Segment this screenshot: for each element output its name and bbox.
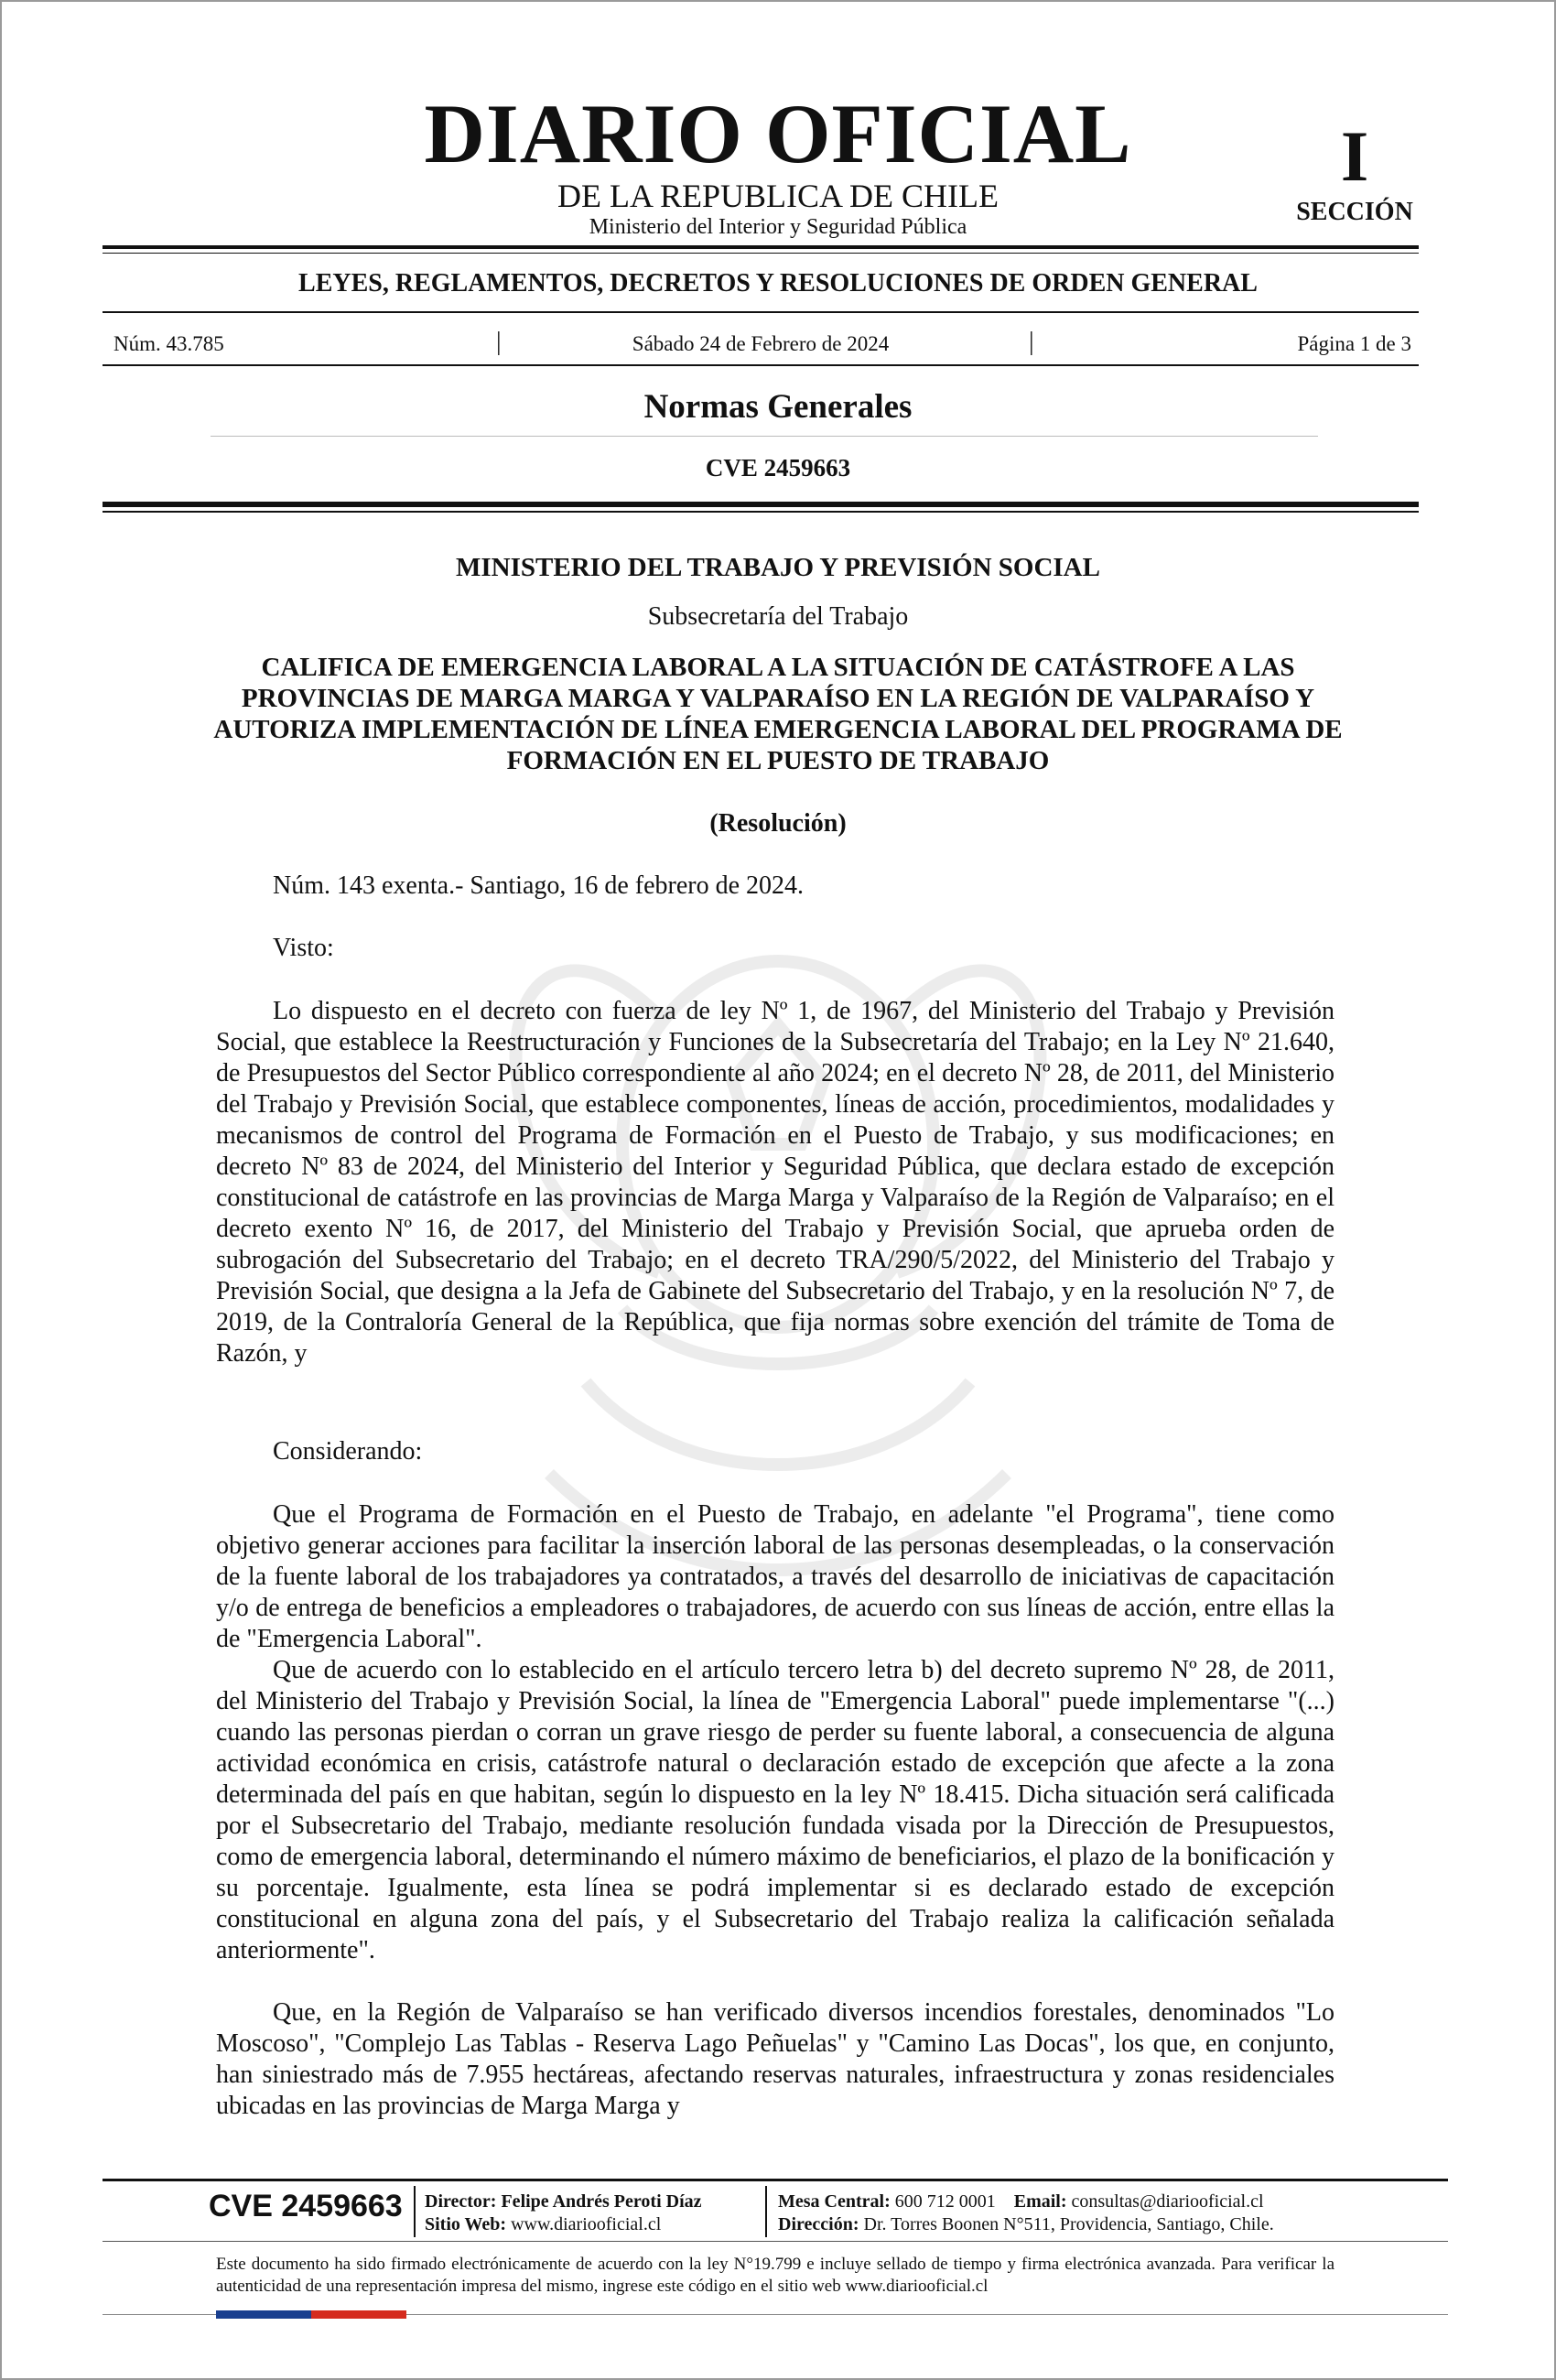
rule-top-thin <box>103 253 1419 254</box>
footer-director-label: Director: <box>425 2191 497 2212</box>
resolution-type-label: (Resolución) <box>709 809 847 838</box>
footer-email-link[interactable]: consultas@diariooficial.cl <box>1071 2191 1264 2212</box>
document-subsecretaria: Subsecretaría del Trabajo <box>647 602 909 631</box>
issue-date: Sábado 24 de Febrero de 2024 <box>632 332 890 355</box>
rule-thick <box>103 502 1419 507</box>
rule-section <box>211 436 1318 437</box>
issue-separator: | <box>1029 328 1034 356</box>
flag-bar-red <box>311 2310 406 2319</box>
footer-contact-block <box>778 2191 1274 2236</box>
document-ministry: MINISTERIO DEL TRABAJO Y PREVISIÓN SOCIAL <box>456 553 1100 582</box>
footer-cve-code: CVE 2459663 <box>209 2189 403 2223</box>
rule-category <box>103 311 1419 313</box>
considerando-paragraph-2: Que de acuerdo con lo establecido en el artículo tercero letra b) del decreto supremo Nº 28, de 2011, del Ministerio del Trabajo y Previsión Social, la línea de "Emergencia Laboral" puede implementarse "(...) cuando las personas pierdan o corran un grave riesgo de perder su fuente laboral, a consecuencia de alguna actividad económica en crisis, catástrofe natural o declaración estado de excepción que afecte a la zona determinada del país en que habitan, según lo dispuesto en la ley Nº 18.415. Dicha situación será calificada por el Subsecretario del Trabajo, mediante resolución fundada visada por la Dirección de Presupuestos, como de emergencia laboral, determinando el número máximo de beneficiarios, el plazo de la bonificación y su porcentaje. Igualmente, esta línea se podrá implementar si es declarado estado de excepción constitucional en alguna zona del país, y el Subsecretario del Trabajo realiza la calificación señalada anteriormente". <box>216 1656 1334 1964</box>
section-number: I <box>1340 116 1369 196</box>
considerando-paragraph-1: Que el Programa de Formación en el Puesto de Trabajo, en adelante "el Programa", tiene como objetivo generar acciones para facilitar la inserción laboral de las personas desempleadas, o la conservación de la fuente laboral de los trabajadores ya contratados, a través del desarrollo de iniciativas de capacitación y/o de entrega de beneficios a empleadores o trabajadores, de acuerdo con sus líneas de acción, entre ellas la de "Emergencia Laboral". <box>216 1500 1334 1653</box>
footer-email-label: Email: <box>1013 2191 1067 2212</box>
footer-director-block <box>425 2191 702 2236</box>
section-title: Normas Generales <box>643 388 913 426</box>
resolution-title: CALIFICA DE EMERGENCIA LABORAL A LA SITUACIÓN DE CATÁSTROFE A LAS PROVINCIAS DE MARGA MARGA Y VALPARAÍSO EN LA REGIÓN DE VALPARAÍSO Y AUTORIZA IMPLEMENTACIÓN DE LÍNEA EMERGENCIA LABORAL DEL PROGRAMA DE FORMACIÓN EN EL PUESTO DE TRABAJO <box>213 653 1343 775</box>
footer-divider <box>414 2186 416 2237</box>
footer-web-link[interactable]: www.diariooficial.cl <box>511 2214 662 2234</box>
footer-address-value: Dr. Torres Boonen N°511, Providencia, Santiago, Chile. <box>863 2214 1274 2234</box>
visto-label: Visto: <box>273 934 334 962</box>
footer-mesa-value: 600 712 0001 <box>894 2191 996 2212</box>
footer-divider <box>765 2186 767 2237</box>
rule-footer <box>103 2179 1448 2181</box>
masthead-ministry: Ministerio del Interior y Seguridad Pública <box>589 215 967 239</box>
footer-web-label: Sitio Web: <box>425 2214 507 2234</box>
footer-signature-note: Este documento ha sido firmado electrónicamente de acuerdo con la ley N°19.799 e incluye sellado de tiempo y firma electrónica avanzada. Para verificar la autenticidad de una representación impresa del mismo, ingrese este código en el sitio web www.diariooficial.cl <box>216 2255 1334 2296</box>
category-heading: LEYES, REGLAMENTOS, DECRETOS Y RESOLUCIONES DE ORDEN GENERAL <box>298 269 1258 298</box>
issue-page: Página 1 de 3 <box>1297 332 1411 355</box>
section-label: SECCIÓN <box>1296 198 1413 226</box>
footer-mesa-label: Mesa Central: <box>778 2191 891 2212</box>
visto-paragraph: Lo dispuesto en el decreto con fuerza de ley Nº 1, de 1967, del Ministerio del Trabajo y Previsión Social, que establece la Reestructuración y Funciones de la Subsecretaría del Trabajo; en la Ley Nº 21.640, de Presupuestos del Sector Público correspondiente al año 2024; en el decreto Nº 28, de 2011, del Ministerio del Trabajo y Previsión Social, que establece componentes, líneas de acción, procedimientos, modalidades y mecanismos de control del Programa de Formación en el Puesto de Trabajo, y sus modificaciones; en decreto Nº 83 de 2024, del Ministerio del Interior y Seguridad Pública, que declara estado de excepción constitucional de catástrofe en las provincias de Marga Marga y Valparaíso de la Región de Valparaíso; en el decreto exento Nº 16, de 2017, del Ministerio del Trabajo y Previsión Social, que aprueba orden de subrogación del Subsecretario del Trabajo; en el decreto TRA/290/5/2022, del Ministerio del Trabajo y Previsión Social, que designa a la Jefa de Gabinete del Subsecretario del Trabajo, y en la resolución Nº 7, de 2019, de la Contraloría General de la República, que fija normas sobre exención del trámite de Toma de Razón, y <box>216 997 1334 1368</box>
flag-bar-blue <box>216 2310 311 2319</box>
masthead-title: DIARIO OFICIAL <box>424 87 1132 180</box>
rule-footer-thin <box>103 2241 1448 2242</box>
footer-address-label: Dirección: <box>778 2214 859 2234</box>
rule-thick-thin <box>103 511 1419 513</box>
resolution-number-line: Núm. 143 exenta.- Santiago, 16 de febrero de 2024. <box>273 871 805 900</box>
masthead-subtitle: DE LA REPUBLICA DE CHILE <box>557 178 999 214</box>
rule-top <box>103 245 1419 249</box>
rule-issue <box>103 364 1419 366</box>
considerando-paragraph-3: Que, en la Región de Valparaíso se han verificado diversos incendios forestales, denominados "Lo Moscoso", "Complejo Las Tablas - Reserva Lago Peñuelas" y "Camino Las Docas", los que, en conjunto, han siniestrado más de 7.955 hectáreas, afectando reservas naturales, infraestructura y zonas residenciales ubicadas en las provincias de Marga Marga y <box>216 1998 1334 2120</box>
considerando-label: Considerando: <box>273 1437 423 1466</box>
issue-separator: | <box>496 328 502 356</box>
footer-director-value: Felipe Andrés Peroti Díaz <box>501 2191 702 2212</box>
issue-number: Núm. 43.785 <box>113 332 224 355</box>
cve-code: CVE 2459663 <box>705 454 851 481</box>
